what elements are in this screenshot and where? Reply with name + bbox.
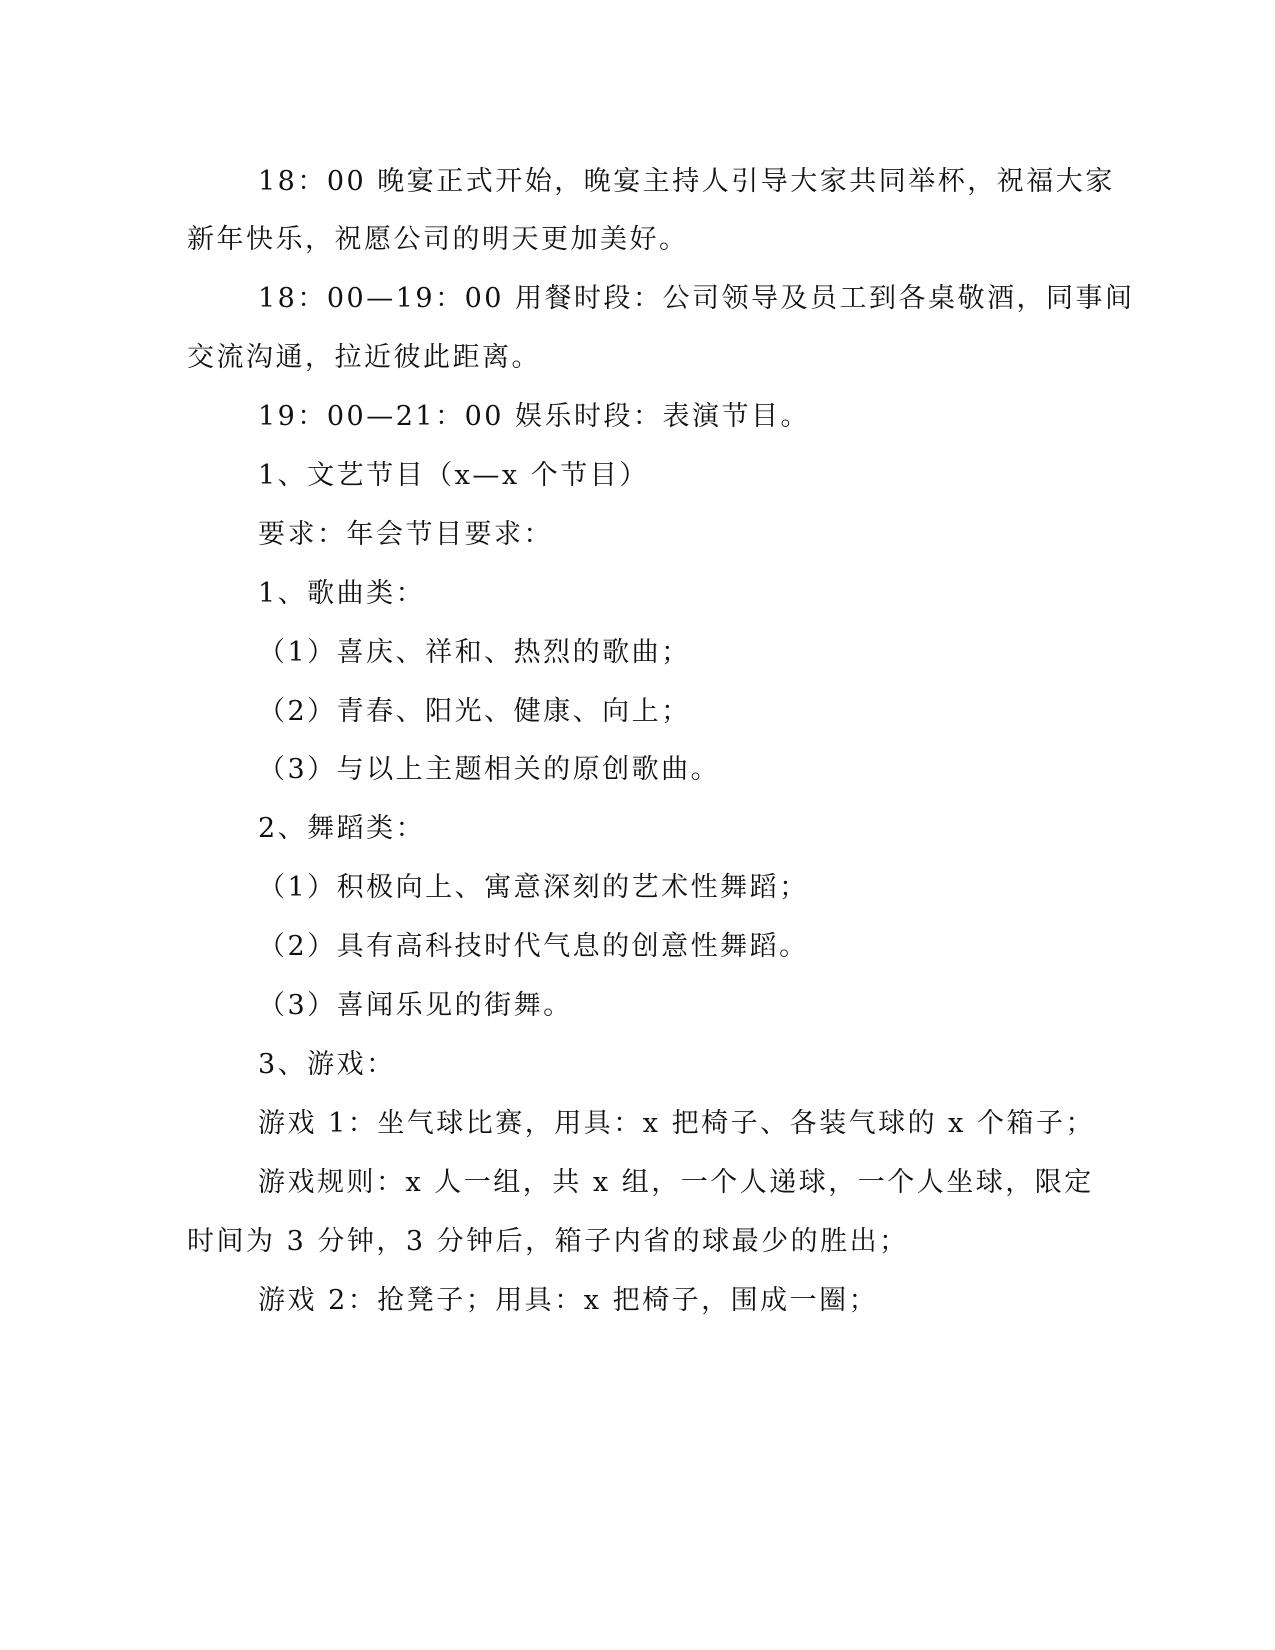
list-item: （2）青春、阳光、健康、向上； (258, 696, 691, 727)
list-item: （1）积极向上、寓意深刻的艺术性舞蹈； (258, 872, 809, 903)
paragraph-line-5: 19：00—21：00 娱乐时段：表演节目。 (258, 401, 811, 432)
section-heading-performances: 1、文艺节目（x—x 个节目） (258, 460, 649, 491)
game-2-line: 游戏 2：抢凳子；用具：x 把椅子，围成一圈； (258, 1285, 879, 1316)
list-item: （1）喜庆、祥和、热烈的歌曲； (258, 637, 691, 668)
category-games: 3、游戏： (258, 1049, 396, 1080)
requirements-heading: 要求：年会节目要求： (258, 519, 553, 550)
list-item: （2）具有高科技时代气息的创意性舞蹈。 (258, 931, 809, 962)
game-rules-line-1: 游戏规则：x 人一组，共 x 组，一个人递球，一个人坐球，限定 (258, 1167, 1094, 1198)
paragraph-line-2: 新年快乐，祝愿公司的明天更加美好。 (187, 224, 689, 255)
paragraph-line-1: 18：00 晚宴正式开始，晚宴主持人引导大家共同举杯，祝福大家 (258, 166, 1115, 197)
paragraph-line-4: 交流沟通，拉近彼此距离。 (187, 342, 541, 373)
paragraph-line-3: 18：00—19：00 用餐时段：公司领导及员工到各桌敬酒，同事间 (258, 283, 1135, 314)
game-1-line: 游戏 1：坐气球比赛，用具：x 把椅子、各装气球的 x 个箱子； (258, 1108, 1095, 1139)
game-rules-line-2: 时间为 3 分钟，3 分钟后，箱子内省的球最少的胜出； (187, 1226, 909, 1257)
category-songs: 1、歌曲类： (258, 578, 426, 609)
list-item: （3）喜闻乐见的街舞。 (258, 990, 573, 1021)
list-item: （3）与以上主题相关的原创歌曲。 (258, 754, 721, 785)
category-dance: 2、舞蹈类： (258, 813, 426, 844)
